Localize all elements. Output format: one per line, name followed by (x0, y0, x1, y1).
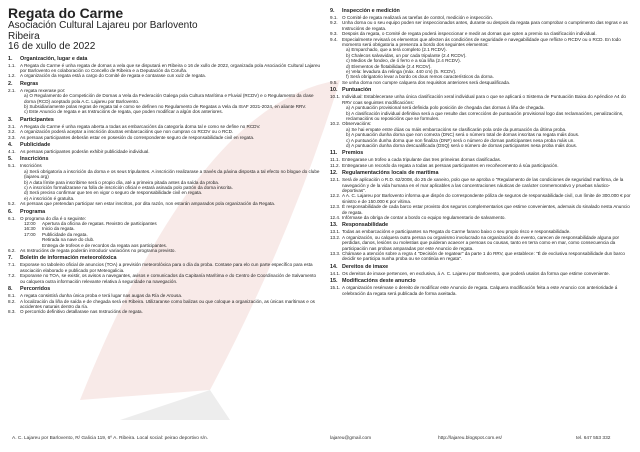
section-title: Premios (342, 150, 364, 157)
paragraph-text: A Regata do Carme é unha regata aberta a todas as embarcacións da categoría dorna tal e como se define no RCDV. (20, 123, 261, 129)
section-title: Regulamentacións locais de marítima (342, 170, 439, 177)
section-heading (8, 56, 322, 63)
schedule-text: Inicio da regata. (42, 226, 75, 232)
section (8, 81, 322, 115)
paragraph-number: 9.1. (330, 15, 338, 20)
paragraph (8, 73, 322, 78)
paragraph-text: Os dereitos de imaxe pertencen, en exclusiva, á A. C. Lajareu por Barlovento, que poderá usalos da forma que estime conveniente. (342, 270, 610, 276)
paragraph-number: 6.1. (8, 215, 16, 221)
schedule-text: Publicidade da regata. (42, 231, 88, 237)
section-number: 9. (330, 8, 335, 14)
section-title: Organización, lugar e data (20, 55, 88, 62)
paragraph-text: Será de aplicación o R.D. 62/2008, do 25 de xaneiro, polo que se aproba o "Regulamento de las condiciones de seguridad marítima, de la navegación y de la vida humana en el mar aplicables a las concentraciones náuticas de carácter conmemorativo y pruebas náutico-deportivas". (342, 177, 624, 193)
paragraph-number: 9.4. (330, 36, 338, 42)
section-heading (330, 264, 632, 271)
section-title: Regras (20, 80, 39, 87)
paragraph (8, 135, 322, 140)
paragraph-text: O programa do día é o seguinte: (20, 215, 87, 221)
sub-item: a) O Regulamento de Competición de Dornas a Vela da Federación Galega pola Cultura Marítima e Fluvial (RCDV) e o Regulamento da clase dorna (RCD) aceptado pola A.C. Lajareu por Barlovento. (24, 93, 314, 104)
section-number: 1. (8, 55, 13, 62)
paragraph (330, 163, 632, 168)
paragraph (330, 177, 632, 193)
paragraph-number: 5.1. (8, 163, 16, 169)
paragraph-text: Inscricións (20, 163, 42, 169)
paragraph-text: Especialmente revisará os elementos que afecten ás condicións de seguridade e navegabilidade que reflicte o RCDV ou o RCD. En todo momento será obrigatoria a presenza a bordo dos seguintes elementos: (342, 36, 621, 48)
paragraph-number: 10.2. (330, 121, 341, 127)
title-block (8, 6, 322, 53)
section-title: Boletín de información meteorolóxica (20, 255, 117, 262)
section-number: 15. (330, 278, 338, 285)
section-number: 3. (8, 116, 13, 123)
paragraph (330, 80, 632, 85)
section-title: Percorridos (20, 286, 51, 293)
section (8, 255, 322, 284)
section-heading (330, 150, 632, 157)
schedule-text: Apertura da oficina de regatas. Rexistro de participantes (42, 221, 157, 227)
sub-item: d) Elementos de flotabilidade (2.4 RCDV). (346, 63, 432, 69)
sub-item: b) Chalecos salvavidas, un por cada tripulante (2.4 RCDV). (346, 52, 467, 58)
section-heading (8, 156, 322, 163)
paragraph-number: 15.1. (330, 285, 341, 291)
section-title: Dereitos de imaxe (342, 263, 389, 270)
footer-address: A. C. Lajareu por Barlovento, R/ Galicia 119, 6º A. Ribeira. Local social: peirao deportivo s/n. (12, 436, 209, 441)
schedule-text: Entrega de trofeos e de recordos da regata aos participantes. (42, 242, 168, 248)
paragraph-text: A organización poderá aceptar a inscrición doutras embarcacións que non cumpran co RCDV ou o RCD. (20, 129, 234, 135)
section-number: 11. (330, 150, 338, 157)
section-heading (330, 170, 632, 177)
paragraph-number: 1.2. (8, 73, 16, 79)
paragraph-text: As persoas participantes deberán estar en posesión do correspondente seguro de responsabilidade civil en regata. (20, 134, 255, 140)
section-title: Participantes (20, 116, 54, 123)
paragraph-number: 1.1. (8, 62, 16, 68)
paragraph-text: Chámase a atención sobre a regra 4 "Decisión de regatear" da parte 1 do RRV, que establece: "É de exclusiva responsabilidade dun barco decidir se participa nunha proba ou se continúa en regata". (342, 251, 625, 262)
paragraph (8, 262, 322, 273)
paragraph-number: 13.3. (330, 251, 341, 257)
paragraph-text: Exporanse no TOA, se existir, os avisos a navegantes, avisos e comunicados da Capitanía Marítima e do Centro de Coordinación de Salvamento ou calquera outra información relevante relativa á seguridade na navegación. (20, 273, 317, 284)
paragraph-text: As persoas participantes poderán exhibir publicidade individual. (20, 148, 150, 154)
paragraph-number: 2.1. (8, 87, 16, 93)
section (8, 56, 322, 79)
paragraph-number: 8.1. (8, 293, 16, 299)
sub-item: d) Será preciso confirmar que ten en vigor o seguro de responsabilidade civil en regata. (24, 190, 203, 196)
paragraph-number: 11.2. (330, 162, 340, 168)
section (8, 209, 322, 254)
sub-item: a) Se hai empate entre dúas ou máis embarcacións se clasificarán pola orde da puntuación da última proba. (346, 126, 567, 132)
section (330, 87, 632, 148)
paragraph-text: Despois da regata, o Comité de regata poderá inspeccionar e medir as dornas que opten a premio na clasificación individual. (342, 31, 597, 37)
paragraph-text: É responsabilidade de cada barco estar provisto dos seguros complementarios que estime convenientes, ademais do sinalado nesta Anuncio de regata. (342, 204, 630, 215)
paragraph (8, 201, 322, 206)
paragraph-text: A organización da regata está a cargo do Comité de regata e contarase cun xuíz de regata. (20, 73, 206, 79)
section (8, 286, 322, 315)
paragraph-text: Infórmase da obriga de contar a bordo co equipo regulamentario de salvamento. (342, 215, 506, 220)
paragraph-number: 14.1. (330, 270, 341, 276)
section (330, 170, 632, 220)
paragraph-text: As persoas que pretendan participar sen estar inscritos, por dita razón, non estarán amparados pola organización da Regata. (20, 201, 276, 207)
left-sections (8, 56, 322, 315)
sub-item: f) Será obrigatorio levar a bordo os dous remos característicos da dorna. (346, 74, 494, 80)
paragraph-number: 7.1. (8, 262, 16, 268)
paragraph-text: A localización da liña de saída e de chegada será en Ribeira. Utilizaranse como balizas ou que coloque a organización, as únicas marítimas e os accidentes naturais dentro da ría. (20, 298, 315, 309)
paragraph (330, 37, 632, 48)
footer-phone: tel. 647 553 332 (576, 436, 611, 441)
paragraph-text: A regata rexerase por: (20, 87, 66, 93)
section-number: 14. (330, 263, 338, 270)
paragraph-text: A A. C. Lajareu por Barlovento informa que dispón do correspondente póliza de seguros de responsabilidade civil, cun límite de 300.000 € por sinistro e de 150.000 € por vítima. (342, 193, 631, 204)
paragraph (330, 121, 632, 126)
paragraph-number: 5.2. (8, 201, 16, 207)
section-heading (330, 87, 632, 94)
sub-item: a) Será obrigatoria a inscrición da dorna e os seus tripulantes. A inscrición realizarase a través da páxina disposta a tal efecto no blogue do clube (lajareu.org) (24, 168, 320, 180)
right-column (330, 6, 632, 296)
paragraph-text: Todas as embarcacións e participantes na Regata do Carme farano baixo o seu propio risco e responsabilidade. (342, 229, 571, 235)
section-heading (330, 222, 632, 229)
paragraph-number: 3.2. (8, 129, 16, 135)
section (8, 142, 322, 154)
paragraph-text: Entregarase un trofeo a cada tripulante das tres primeiras dornas clasificadas. (342, 157, 502, 163)
schedule-time: 12:00 (24, 221, 36, 227)
section-number: 4. (8, 141, 13, 148)
section-number: 13. (330, 222, 338, 229)
paragraph (330, 204, 632, 215)
organizer-name: Asociación Cultural Lajareu por Barlovento (8, 20, 198, 31)
paragraph-number: 3.1. (8, 123, 16, 129)
sub-item: b) A puntuación dunha dorna que non comeza (DNC) será o número total de dornas inscritas na regata máis dous. (346, 132, 580, 138)
section-heading (8, 142, 322, 149)
paragraph-number: 12.4. (330, 215, 341, 220)
section-heading (8, 255, 322, 262)
paragraph-text: Entregarase un recordo da regata a todas as persoas participantes en recoñecemento á súa participación. (342, 162, 559, 168)
paragraph (330, 193, 632, 204)
sub-item: b) A clasificación individual definitiva será a que resulte das correccións de puntuación provisional logo das reclamacións, penalizacións, reclamacións ou reposicións que se formulen. (346, 110, 624, 121)
paragraph-number: 10.1. (330, 94, 341, 100)
section-number: 5. (8, 156, 13, 163)
paragraph-text: Observacións: (342, 121, 372, 127)
sub-item: c) A puntuación dunha dorna que non finaliza (DNF) será o número de dornas participantes nesa proba máis un. (346, 137, 575, 143)
section-number: 10. (330, 87, 338, 94)
sub-item: c) Este Anuncio de regata e as Instrucións de regata, que poden modificar a algún dos anteriores. (24, 109, 223, 115)
paragraph-text: Exporase no taboleiro oficial de anuncios (TOA) a previsión meteorolóxica para o día da proba. Contase para elo cun parte específico para esta asociación elaborado e publicado por Meteogalicia. (20, 262, 313, 273)
paragraph (8, 309, 322, 314)
section-title: Publicidade (20, 141, 51, 148)
paragraph-number: 12.2. (330, 193, 341, 199)
sub-item: a) Emparchado, que a terá completo (2.1 RCDV). (346, 47, 447, 53)
section-number: 8. (8, 286, 13, 293)
section-number: 6. (8, 208, 13, 215)
section (8, 156, 322, 206)
paragraph-text: A Regata do Carme é unha regata de dornas a vela que se disputará en Ribeira o 16 de xullo de 2022, organizada pola Asociación Cultural Lajareu por Barlovento en colaboración co Concello de Ribeira e a Deputación da Coruña. (20, 62, 321, 73)
paragraph-text: A organización, ou calquera outra persoa ou organismo involucrado na organización do evento, carecen de responsabilidade alguna por perdidas, danos, lesións ou molestias que puideran acaecer a persoas ou cousas, tanto en terra como en mar, como consecuencia da participación nas probas amparadas por este Anuncio de regata. (342, 234, 620, 251)
sub-item: d) A puntuación dunha dorna descualificada (DSQ) será o número de dornas participantes nesa proba máis dous. (346, 142, 578, 148)
paragraph-text: A organización resérvase o dereito de modificar este Anuncio de regata. Calquera modificación feita a este Anuncio con anterioridade á celebración da regata será publicada de forma axeitada. (342, 285, 618, 296)
section (330, 8, 632, 85)
event-location: Ribeira (8, 30, 40, 42)
sub-item: e) A inscrición é gratuíta. (24, 195, 75, 201)
document-title: Regata do Carme (8, 5, 124, 21)
section-number: 12. (330, 170, 338, 177)
paragraph-text: Se unha dorna non cumpre calquera dos requisitos anteriores será desqualificada. (342, 79, 511, 85)
paragraph (8, 63, 322, 74)
sub-item: c) Medios de fondeo, de ó ferro e a súa liña (2.4 RCDV). (346, 58, 461, 64)
section-heading (330, 8, 632, 15)
paragraph (8, 248, 322, 253)
paragraph-text: As Instrucións de regata poderán introducir variacións no programa previsto. (20, 248, 176, 254)
paragraph (8, 163, 322, 168)
section-title: Programa (20, 208, 46, 215)
footer-email[interactable]: lajareu@gmail.com (330, 436, 372, 441)
section-heading (8, 286, 322, 293)
paragraph-number: 8.3. (8, 309, 16, 315)
paragraph-text: O Comité de regata realizará as tarefas de control, medición e inspección. (342, 15, 493, 20)
section (330, 150, 632, 168)
section (330, 222, 632, 261)
sub-item: b) A data límite para inscribirse será o propio día, até a primeira pitada antes da saída da proba. (24, 179, 220, 185)
paragraph-text: Unha dorna ou o seu equipo poden ser inspeccionados antes, durante ou despois da regata para comprobar o cumprimento das regras e as Instrucións de regata. (342, 20, 628, 31)
paragraph (330, 215, 632, 220)
paragraph-number: 13.1. (330, 229, 341, 235)
section (330, 278, 632, 296)
section-heading (8, 81, 322, 88)
section-number: 7. (8, 255, 13, 262)
paragraph-number: 9.3. (330, 31, 338, 37)
sub-item: a) A puntuación provisional será definida polo posición de chegada das dornas á liña de chegada. (346, 105, 545, 111)
section-heading (8, 117, 322, 124)
paragraph-number: 3.3. (8, 134, 16, 140)
paragraph (330, 271, 632, 276)
sub-item: e) Vela: levadura da relinga (máx. 440 cm) (5. RCDV). (346, 69, 457, 75)
schedule-time: 17:00 (24, 231, 36, 237)
paragraph (8, 299, 322, 310)
section (330, 264, 632, 276)
paragraph-number: 4.1. (8, 148, 16, 154)
left-column (8, 6, 322, 315)
paragraph-number: 11.1. (330, 157, 340, 163)
section-number: 2. (8, 80, 13, 87)
section-title: Puntuación (342, 87, 372, 94)
paragraph-text: Individual: Establecerase unha única clasificación xeral individual para o que se aplicará o Sistema de Puntuación Baixa do Apéndice A4 do RRV coas seguintes modificacións: (342, 94, 626, 105)
paragraph-number: 12.1. (330, 177, 341, 183)
section-title: Inscricións (20, 156, 49, 163)
paragraph-number: 12.3. (330, 204, 341, 210)
schedule-time: 16:30 (24, 226, 36, 232)
section-title: Inspección e medición (342, 8, 400, 14)
paragraph-number: 13.2. (330, 234, 341, 240)
paragraph-text: A regata consistirá dunha única proba e terá lugar nas augas da Ría de Arousa. (20, 293, 183, 299)
paragraph-text: O percorrido definitivo detallarase nas Instrucións de regata. (20, 309, 143, 315)
paragraph-number: 8.2. (8, 298, 16, 304)
paragraph (330, 251, 632, 262)
footer-web[interactable]: http://lajareu.blogspot.com.es/ (438, 436, 502, 441)
event-date: 16 de xullo de 2022 (8, 41, 96, 52)
paragraph-number: 6.2. (8, 248, 16, 254)
sub-item: c) A inscrición formalizarase na folla de inscrición oficial e estará asinada polo patrón da dorna inscrita. (24, 185, 233, 190)
sub-item: b) Subsidiariamente polas regras de regata tal e como se definen no Regulamento de Regatas a Vela da ISAF 2021-2024, en aliante RRV. (24, 103, 307, 109)
paragraph-number: 7.2. (8, 273, 16, 279)
paragraph-number: 9.5. (330, 79, 338, 85)
paragraph (330, 235, 632, 251)
right-sections (330, 8, 632, 296)
paragraph (330, 20, 632, 31)
section-heading (330, 278, 632, 285)
paragraph (330, 94, 632, 105)
paragraph (8, 273, 322, 284)
section (8, 117, 322, 140)
section-title: Modificacións deste anuncio (342, 278, 416, 285)
section-heading (8, 209, 322, 216)
paragraph-number: 9.2. (330, 20, 338, 26)
schedule-text: Retirada na nave do club. (42, 237, 95, 243)
paragraph (8, 149, 322, 154)
paragraph (330, 285, 632, 296)
section-title: Responsabilidade (342, 222, 389, 229)
